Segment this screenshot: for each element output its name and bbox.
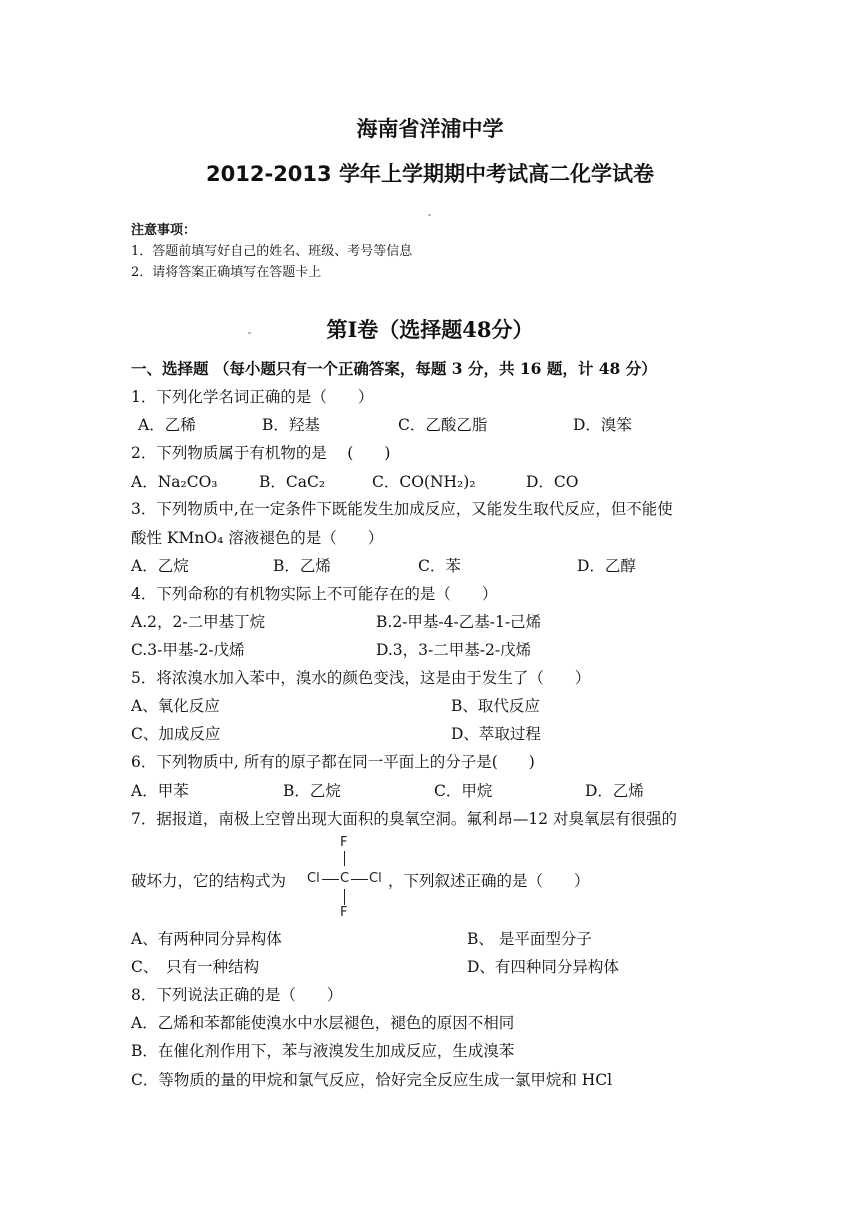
bond-line — [344, 851, 345, 866]
option: B．乙烯 — [273, 557, 331, 575]
notes-block — [131, 220, 412, 283]
option: D．乙烯 — [585, 782, 644, 800]
option: D.3，3-二甲基-2-戊烯 — [376, 641, 532, 659]
option: C、加成反应 — [131, 725, 221, 743]
atom-label: Cl — [369, 871, 382, 886]
option: B.2-甲基-4-乙基-1-己烯 — [376, 613, 542, 631]
question-stem: 3．下列物质中,在一定条件下既能发生加成反应，又能发生取代反应，但不能使 — [131, 500, 673, 518]
option: D、有四种同分异构体 — [467, 958, 619, 976]
option: C．CO(NH₂)₂ — [372, 473, 476, 491]
option: A．甲苯 — [131, 782, 189, 800]
bond-line — [322, 879, 339, 880]
option: B．羟基 — [262, 416, 320, 434]
option: A．乙稀 — [138, 416, 196, 434]
bond-line — [351, 879, 368, 880]
option: B．乙烷 — [283, 782, 341, 800]
option: A．乙烯和苯都能使溴水中水层褪色，褪色的原因不相同 — [131, 1014, 515, 1032]
option: D、萃取过程 — [451, 725, 541, 743]
question-stem: 1．下列化学名词正确的是（ ） — [131, 388, 374, 406]
question-stem: 5．将浓溴水加入苯中，溴水的颜色变浅，这是由于发生了（ ） — [131, 669, 591, 687]
option: C．甲烷 — [434, 782, 493, 800]
question-stem: ，下列叙述正确的是（ ） — [388, 872, 590, 890]
question-stem: 4．下列命称的有机物实际上不可能存在的是（ ） — [131, 585, 498, 603]
option: A、有两种同分异构体 — [131, 930, 282, 948]
notes-item: 2．请将答案正确填写在答题卡上 — [131, 265, 322, 280]
question-stem: 酸性 KMnO₄ 溶液褪色的是（ ） — [131, 529, 384, 547]
option: A、氧化反应 — [131, 697, 220, 715]
option: A．乙烷 — [131, 557, 189, 575]
option: B、 是平面型分子 — [467, 930, 592, 948]
option: C、 只有一种结构 — [131, 958, 260, 976]
option: D．CO — [526, 473, 579, 491]
option: C．乙酸乙脂 — [398, 416, 488, 434]
atom-label: Cl — [307, 871, 320, 886]
option: D．乙醇 — [577, 557, 636, 575]
option: A．Na₂CO₃ — [131, 473, 218, 491]
option: D．溴笨 — [573, 416, 632, 434]
option: C．等物质的量的甲烷和氯气反应，恰好完全反应生成一氯甲烷和 HCl — [131, 1071, 613, 1089]
bond-line — [344, 889, 345, 905]
scan-speck — [428, 214, 431, 216]
atom-label: C — [340, 871, 350, 886]
question-stem: 2．下列物质属于有机物的是 ( ) — [131, 444, 391, 462]
section-title: 第Ⅰ卷（选择题48分） — [326, 317, 534, 342]
exam-title: 2012-2013 学年上学期期中考试高二化学试卷 — [206, 162, 654, 186]
question-stem: 6．下列物质中, 所有的原子都在同一平面上的分子是( ) — [131, 753, 535, 771]
question-stem: 7．据报道，南极上空曾出现大面积的臭氧空洞。氟利昂—12 对臭氧层有很强的 — [131, 810, 678, 828]
atom-label: F — [340, 905, 348, 920]
option: A.2，2-二甲基丁烷 — [131, 613, 266, 631]
question-stem: 破坏力，它的结构式为 — [131, 872, 287, 890]
option: B．CaC₂ — [259, 473, 326, 491]
question-stem: 8．下列说法正确的是（ ） — [131, 986, 343, 1004]
option: C．苯 — [418, 557, 461, 575]
school-title: 海南省洋浦中学 — [356, 117, 504, 141]
option: B．在催化剂作用下，苯与液溴发生加成反应，生成溴苯 — [131, 1042, 515, 1060]
option: C.3-甲基-2-戊烯 — [131, 641, 245, 659]
option: B、取代反应 — [451, 697, 540, 715]
part-heading: 一、选择题 （每小题只有一个正确答案，每题 3 分，共 16 题，计 48 分） — [131, 359, 657, 378]
notes-heading: 注意事项： — [131, 223, 197, 238]
notes-item: 1．答题前填写好自己的姓名、班级、考号等信息 — [131, 244, 413, 259]
atom-label: F — [340, 835, 348, 850]
